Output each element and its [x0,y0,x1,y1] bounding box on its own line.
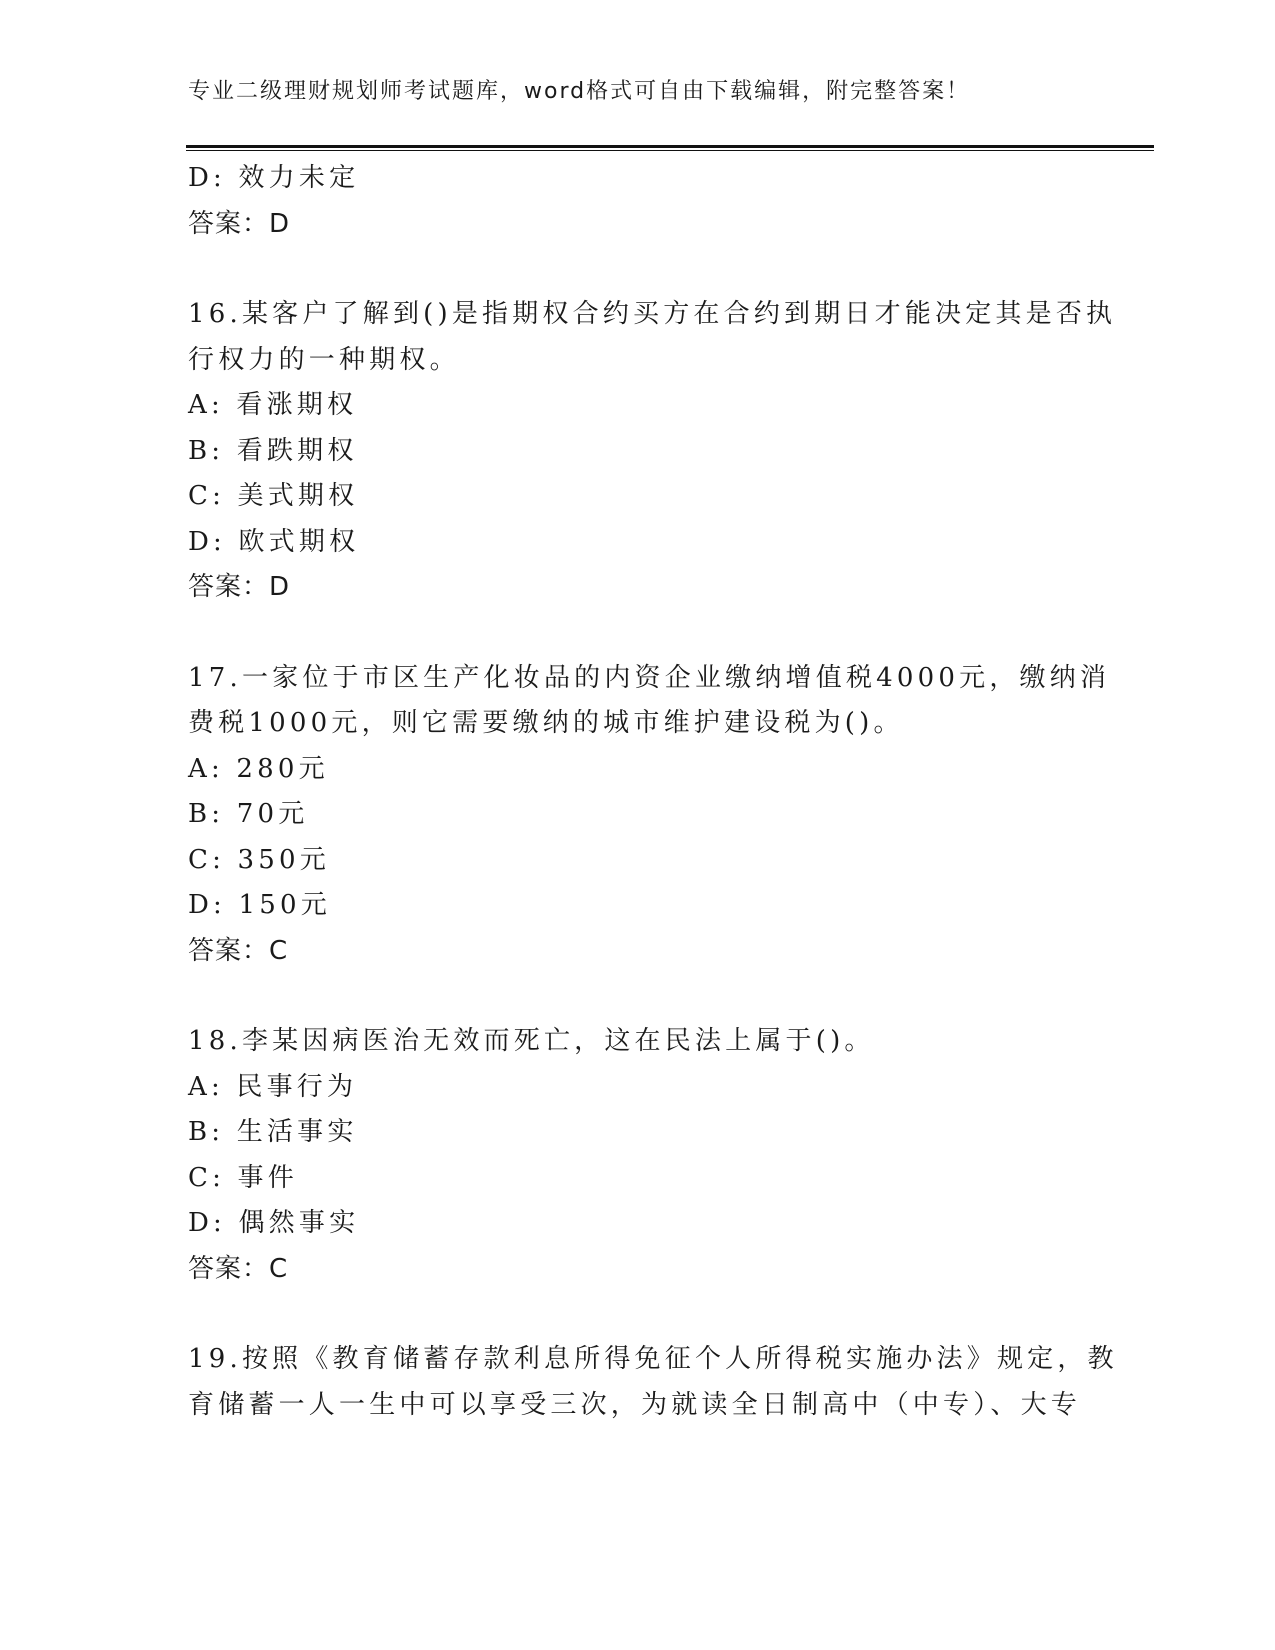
question-block-19 [188,1337,1118,1428]
question-block-18 [188,1019,1088,1292]
header-rule-thick [186,145,1154,148]
spacer [188,247,1088,292]
question-block-15-tail [188,156,1088,247]
option-line: B: 70元 [188,799,309,829]
option-line: D: 150元 [188,890,331,920]
option-line: D: 偶然事实 [188,1208,360,1238]
answer-line: 答案：D [188,208,291,239]
option-line: C: 事件 [188,1162,298,1193]
header-rule-thin [186,150,1154,151]
question-block-16 [188,292,1117,611]
question-list [188,156,1118,1428]
option-line: B: 看跌期权 [188,435,358,466]
page-header: 专业二级理财规划师考试题库，word格式可自由下载编辑，附完整答案！ [188,79,971,104]
question-stem-line: 19.按照《教育储蓄存款利息所得免征个人所得税实施办法》规定，教 [188,1344,1118,1374]
option-line: D: 效力未定 [188,163,360,193]
answer-line: 答案：D [188,572,291,602]
option-line: A: 看涨期权 [188,390,358,420]
spacer [188,611,1088,656]
answer-line: 答案：C [188,935,289,966]
question-stem-line: 18.李某因病医治无效而死亡，这在民法上属于()。 [188,1026,875,1056]
option-line: A: 民事行为 [188,1071,358,1102]
question-stem-line: 16.某客户了解到()是指期权合约买方在合约到期日才能决定其是否执 [188,299,1117,329]
option-line: C: 美式期权 [188,481,359,511]
option-line: D: 欧式期权 [188,526,360,557]
question-stem-line: 17.一家位于市区生产化妆品的内资企业缴纳增值税4000元，缴纳消 [188,662,1111,693]
answer-line: 答案：C [188,1253,289,1284]
option-line: C: 350元 [188,844,330,875]
option-line: A: 280元 [188,753,329,784]
option-line: B: 生活事实 [188,1117,358,1147]
question-stem-line: 费税1000元，则它需要缴纳的城市维护建设税为()。 [188,708,904,738]
question-stem-line: 行权力的一种期权。 [188,344,460,375]
spacer [188,974,1088,1019]
spacer [188,1292,1088,1337]
question-block-17 [188,656,1111,975]
question-stem-line: 育储蓄一人一生中可以享受三次，为就读全日制高中（中专）、大专 [188,1389,1082,1420]
